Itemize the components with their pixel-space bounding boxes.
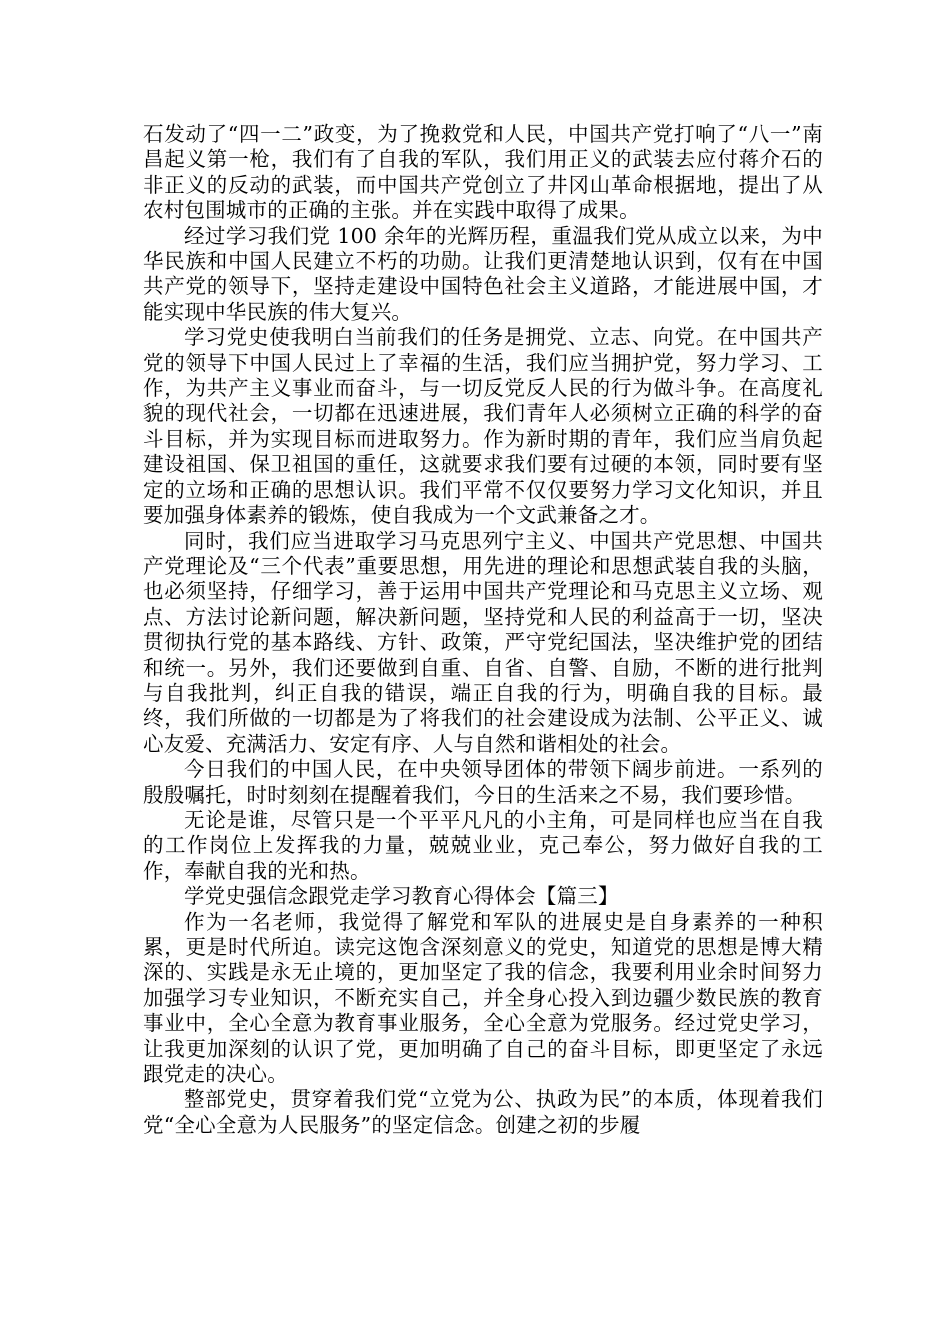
paragraph-5: 今日我们的中国人民，在中央领导团体的带领下阔步前进。一系列的殷殷嘱托，时时刻刻在提醒着我们，今日的生活来之不易，我们要珍惜。	[143, 757, 823, 807]
section-heading: 学党史强信念跟党走学习教育心得体会【篇三】	[184, 884, 619, 909]
document-body	[143, 122, 823, 1138]
paragraph-6: 无论是谁，尽管只是一个平平凡凡的小主角，可是同样也应当在自我的工作岗位上发挥我的力量，兢兢业业，克己奉公，努力做好自我的工作，奉献自我的光和热。	[143, 807, 823, 883]
paragraph-4: 同时，我们应当进取学习马克思列宁主义、中国共产党思想、中国共产党理论及“三个代表”重要思想，用先进的理论和思想武装自我的头脑，也必须坚持，仔细学习，善于运用中国共产党理论和马克思主义立场、观点、方法讨论新问题，解决新问题，坚持党和人民的利益高于一切，坚决贯彻执行党的基本路线、方针、政策，严守党纪国法，坚决维护党的团结和统一。另外，我们还要做到自重、自省、自警、自励，不断的进行批判与自我批判，纠正自我的错误，端正自我的行为，明确自我的目标。最终，我们所做的一切都是为了将我们的社会建设成为法制、公平正义、诚心友爱、充满活力、安定有序、人与自然和谐相处的社会。	[143, 528, 823, 756]
paragraph-3: 学习党史使我明白当前我们的任务是拥党、立志、向党。在中国共产党的领导下中国人民过上了幸福的生活，我们应当拥护党，努力学习、工作，为共产主义事业而奋斗，与一切反党反人民的行为做斗争。在高度礼貌的现代社会，一切都在迅速进展，我们青年人必须树立正确的科学的奋斗目标，并为实现目标而进取努力。作为新时期的青年，我们应当肩负起建设祖国、保卫祖国的重任，这就要求我们要有过硬的本领，同时要有坚定的立场和正确的思想认识。我们平常不仅仅要努力学习文化知识，并且要加强身体素养的锻炼，使自我成为一个文武兼备之才。	[143, 325, 823, 528]
paragraph-2: 经过学习我们党 100 余年的光辉历程，重温我们党从成立以来，为中华民族和中国人民建立不朽的功勋。让我们更清楚地认识到，仅有在中国共产党的领导下，坚持走建设中国特色社会主义道路，才能进展中国，才能实现中华民族的伟大复兴。	[143, 223, 823, 324]
paragraph-8: 整部党史，贯穿着我们党“立党为公、执政为民”的本质，体现着我们党“全心全意为人民服务”的坚定信念。创建之初的步履	[143, 1087, 823, 1137]
paragraph-1: 石发动了“四一二”政变，为了挽救党和人民，中国共产党打响了“八一”南昌起义第一枪，我们有了自我的军队，我们用正义的武装去应付蒋介石的非正义的反动的武装，而中国共产党创立了井冈山革命根据地，提出了从农村包围城市的正确的主张。并在实践中取得了成果。	[143, 122, 823, 223]
paragraph-7: 作为一名老师，我觉得了解党和军队的进展史是自身素养的一种积累，更是时代所迫。读完这饱含深刻意义的党史，知道党的思想是博大精深的、实践是永无止境的，更加坚定了我的信念，我要利用业余时间努力加强学习专业知识，不断充实自己，并全身心投入到边疆少数民族的教育事业中，全心全意为教育事业服务，全心全意为党服务。经过党史学习，让我更加深刻的认识了党，更加明确了自己的奋斗目标，即更坚定了永远跟党走的决心。	[143, 909, 823, 1087]
